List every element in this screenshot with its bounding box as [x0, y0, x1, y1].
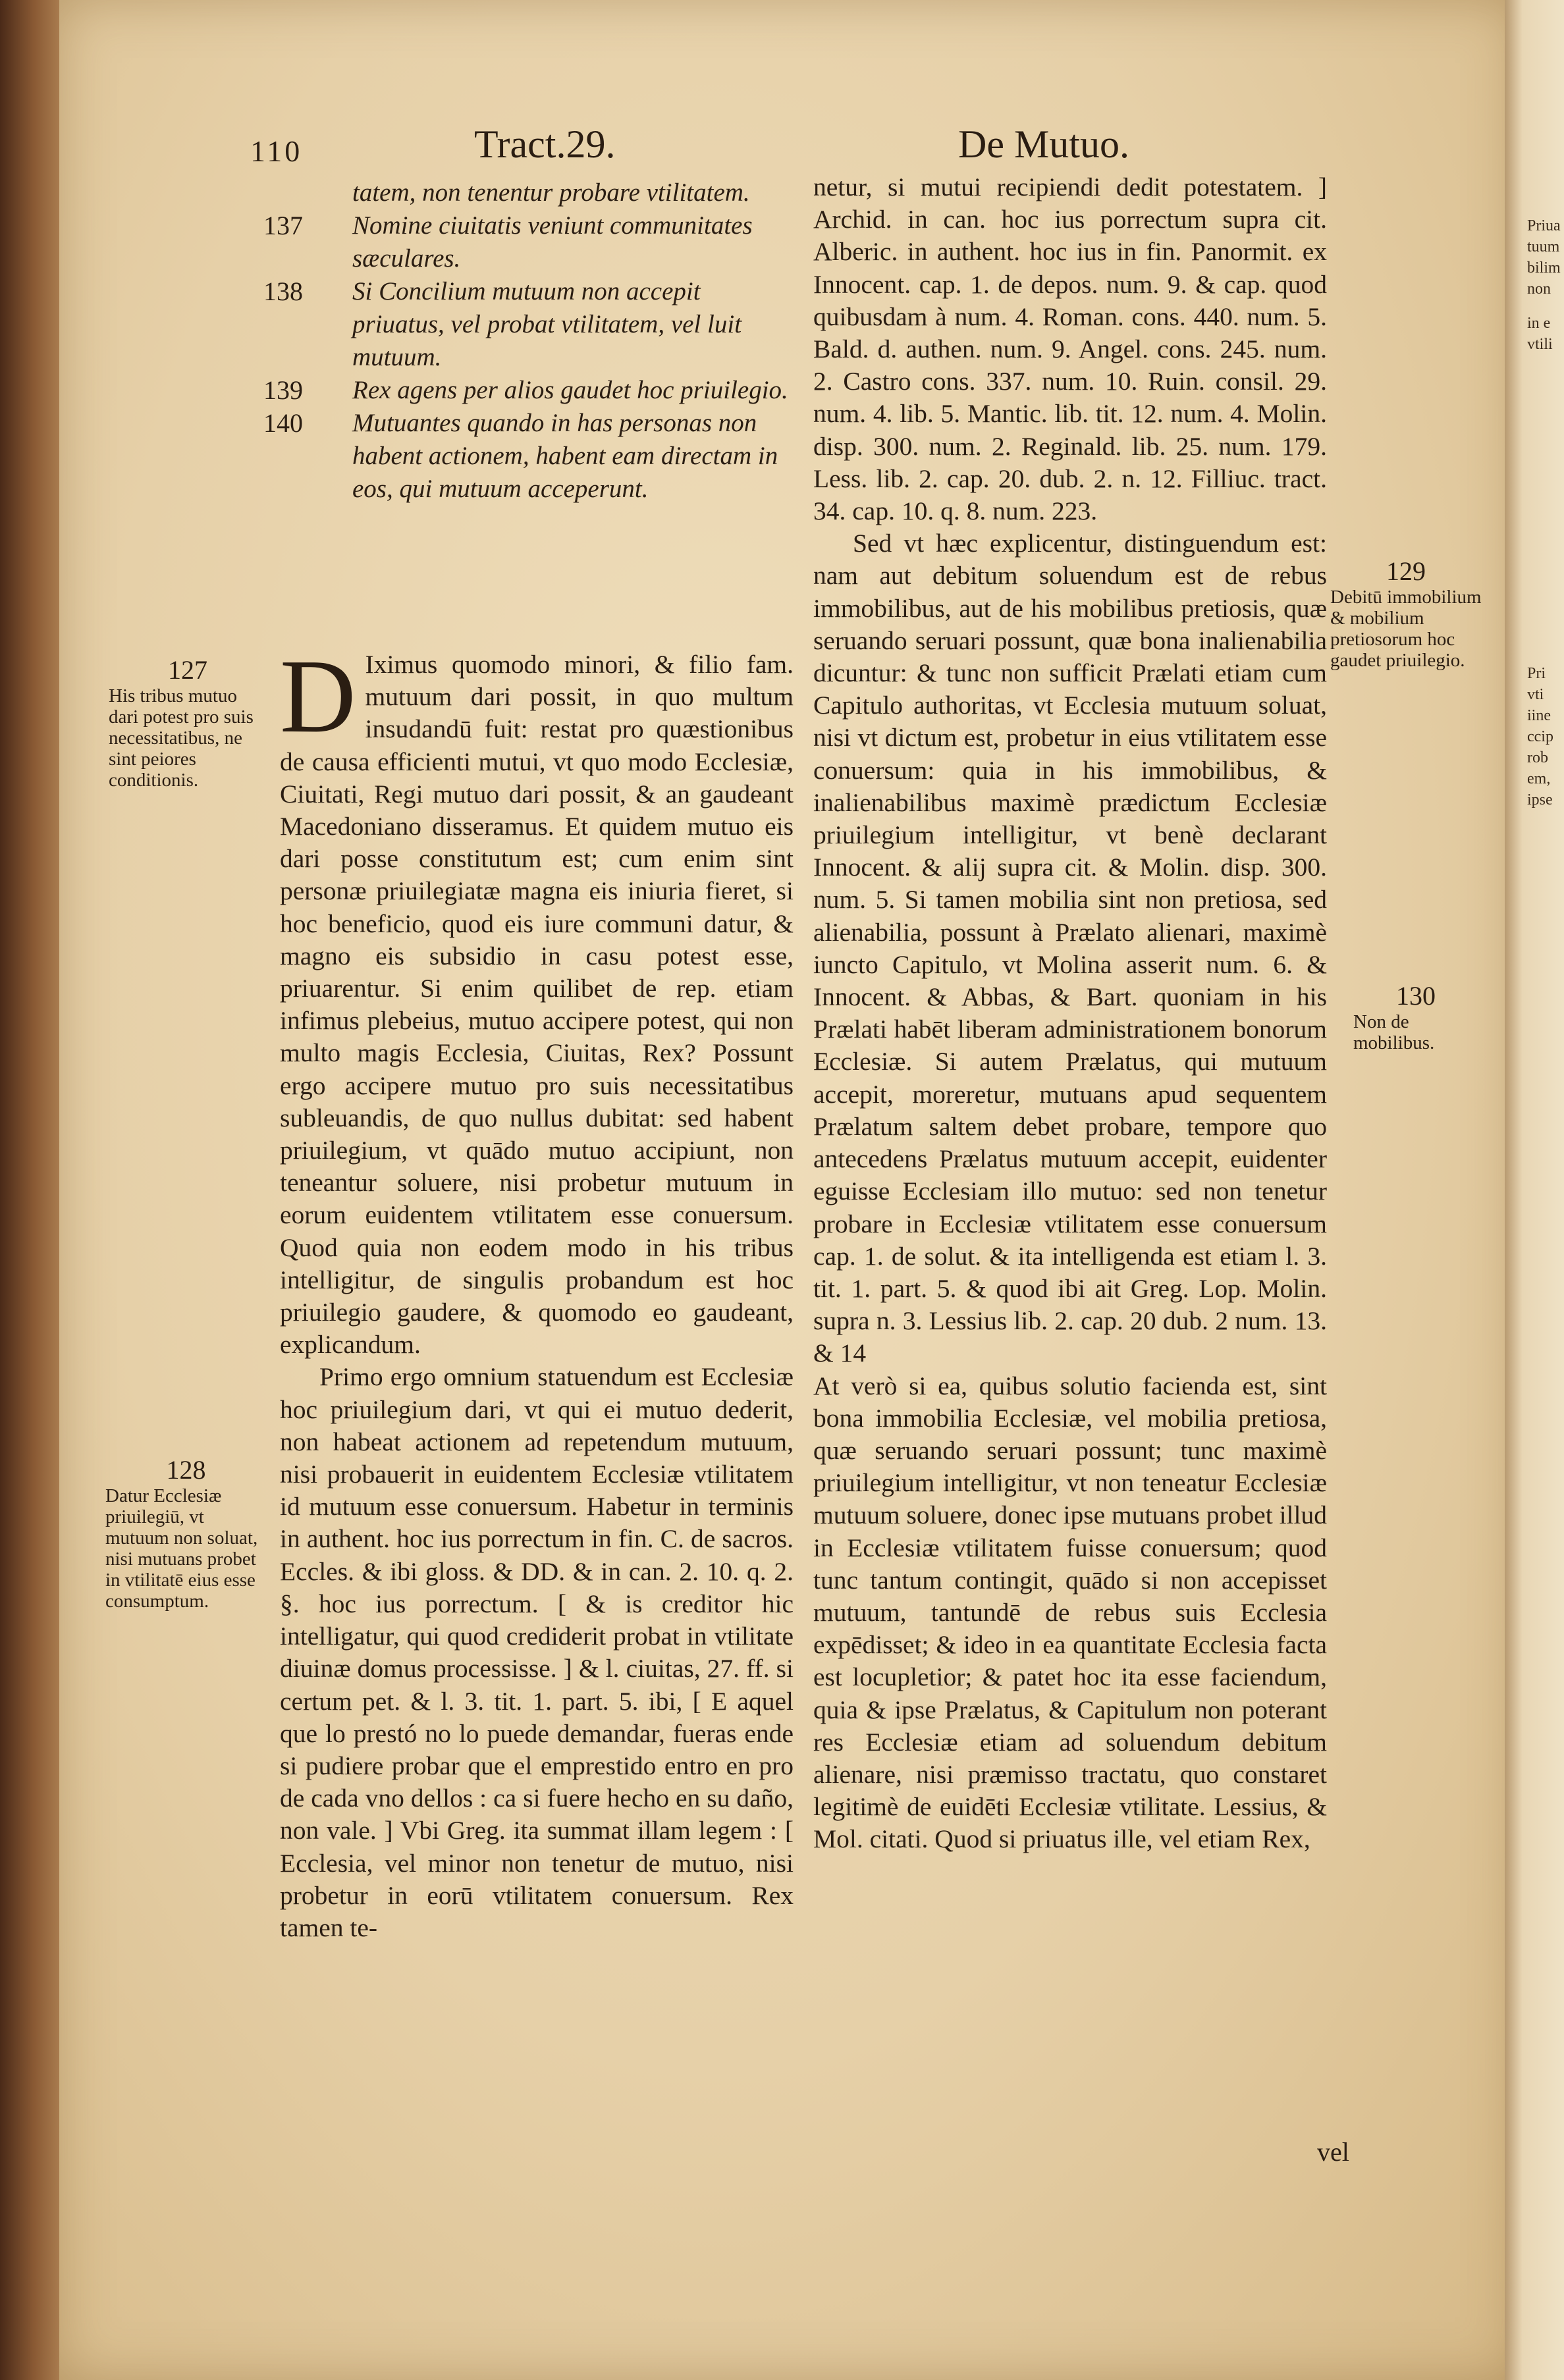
margin-note-number: 130 [1396, 981, 1436, 1011]
summary-item [263, 407, 790, 506]
summary-text: tatem, non tenentur probare vtilitatem. [352, 178, 750, 207]
margin-note-text: His tribus mutuo dari potest pro suis necessitatibus, ne sint peiores conditionis. [109, 685, 254, 791]
right-text-column [813, 171, 1327, 1856]
margin-note-number: 129 [1386, 556, 1426, 586]
summary-number: 140 [263, 408, 303, 438]
summary-item [263, 176, 790, 209]
adjacent-page-fragment: vti [1527, 686, 1544, 703]
body-paragraph [813, 527, 1327, 1369]
adjacent-page-fragment: em, [1527, 770, 1551, 787]
paragraph-text: Iximus quomodo minori, & filio fam. mutuum dari possit, in quo multum insudandū fuit: restat pro quæstionibus de causa efficienti mutui, vt quo modo Ecclesiæ, Ciuitati, Regi mutuo dari possit, & an gaudeant Macedoniano disseramus. Et quidem mutuo eis dari posse constitutum est; cum enim sint personæ priuilegiatæ magna eis iniuria fieret, si hoc beneficio, quod eis iure communi datur, & magno eis subsidio in casu potest esse, priuarentur. Si enim quilibet de rep. etiam infimus plebeius, mutuo accipere potest, qui non multo magis Ecclesia, Ciuitas, Rex? Possunt ergo accipere mutuo pro suis necessitatibus subleuandis, de quo nullus dubitat: sed habent priuilegium, vt quādo mutuo accipiunt, non teneantur soluere, nisi probetur mutuum in eorum euidentem vtilitatem esse conuersum. Quod quia non eodem modo in his tribus intelligitur, de singulis probandum est hoc priuilegio gaudere, & quomodo eo gaudeant, explicandum. [280, 650, 794, 1360]
summary-text: Mutuantes quando in has personas non habent actionem, habent eam directam in eos, qui mutuum acceperunt. [352, 409, 778, 503]
adjacent-page-fragment: bilim [1527, 259, 1561, 277]
margin-note-text: Debitū immobilium & mobilium pretiosorum hoc gaudet priuilegio. [1330, 587, 1482, 671]
adjacent-page-fragment: Priua [1527, 217, 1561, 234]
summary-number: 139 [263, 375, 303, 405]
adjacent-page-fragment: in e [1527, 315, 1551, 332]
adjacent-page-strip [1505, 0, 1564, 2380]
margin-note-text: Datur Ecclesiæ priuilegiū, vt mutuum non soluat, nisi mutuans probet in vtilitatē eius esse consumptum. [105, 1485, 258, 1612]
paragraph-text: Sed vt hæc explicentur, distinguendum est: nam aut debitum soluendum est de rebus immobilibus, aut de his mobilibus pretiosis, quæ seruando seruari possunt, quæ bona inalienabilia dicuntur: & tunc non sufficit Prælati etiam cum Capitulo authoritas, vt Ecclesia mutuum soluat, nisi vt dictum est, probetur in eius vtilitatem esse conuersum: quia in his immobilibus, & inalienabilibus maximè prædictum Ecclesiæ priuilegium intelligitur, vt benè declarant Innocent. & alij supra cit. & Molin. disp. 300. num. 5. Si tamen mobilia sint non pretiosa, sed alienabilia, possunt à Prælato alienari, maximè iuncto Capitulo, vt Molina asserit num. 6. & Innocent. & Abbas, & Bart. quoniam in his Prælati habēt liberam administrationem bonorum Ecclesiæ. Si autem Prælatus, qui mutuum accepit, moreretur, mutuans apud sequentem Prælatum saltem debet probare, tempore quo antecedens Prælatus mutuum accepit, euidenter eguisse Ecclesiam illo mutuo: sed non tenetur probare in Ecclesiæ vtilitatem esse conuersum cap. 1. de solut. & ita intelligenda est etiam l. 3. tit. 1. part. 5. & quod ibi ait Greg. Lop. Molin. supra n. 3. Lessius lib. 2. cap. 20 dub. 2 num. 13. & 14 [813, 529, 1327, 1368]
paragraph-text: Primo ergo omnium statuendum est Ecclesiæ hoc priuilegium dari, vt qui ei mutuo dederit, non habeat actionem ad repetendum mutuum, nisi probauerit in euidentem Ecclesiæ vtilitatem id mutuum esse conuersum. Habetur in terminis in authent. hoc ius porrectum in fin. C. de sacros. Eccles. & ibi gloss. & DD. & in can. 2. 10. q. 2. §. hoc ius porrectum. [ & is creditor hic intelligatur, qui quod crediderit probat in vtilitate diuinæ domus processisse. ] & l. ciuitas, 27. ff. si certum pet. & l. 3. tit. 1. part. 5. ibi, [ E aquel que lo prestó no lo puede demandar, fueras ende si pudiere probar que el emprestido entro en pro de cada vno dellos : ca si fuere hecho en su daño, non vale. ] Vbi Greg. ita summat illam legem : [ Ecclesia, vel minor non tenetur de mutuo, nisi probetur in eorū vtilitatem conuersum. Rex tamen te- [280, 1362, 794, 1942]
margin-note-number: 127 [168, 655, 207, 685]
paragraph-text: netur, si mutui recipiendi dedit potestatem. ] Archid. in can. hoc ius porrectum supra cit. Alberic. in authent. hoc ius in fin. Panormit. ex Innocent. cap. 1. de depos. num. 9. & cap. quod quibusdam à num. 4. Roman. cons. 440. num. 5. Bald. d. authen. num. 9. Angel. cons. 245. num. 2. Castro cons. 337. num. 10. Ruin. consil. 29. num. 4. lib. 5. Mantic. lib. tit. 12. num. 4. Molin. disp. 300. num. 2. Reginald. lib. 25. num. 179. Less. lib. 2. cap. 20. dub. 2. n. 12. Filliuc. tract. 34. cap. 10. q. 8. num. 223. [813, 172, 1327, 526]
paragraph-text: At verò si ea, quibus solutio facienda est, sint bona immobilia Ecclesiæ, vel mobilia pretiosa, quæ seruando seruari possunt; tunc maximè priuilegium intelligitur, vt non teneatur Ecclesiæ mutuum soluere, donec ipse mutuans probet illud in Ecclesiæ vtilitatem fuisse conuersum; quod tunc tantum contingit, quādo si non accepisset mutuum, tantundē de rebus suis Ecclesia expēdisset; & ideo in ea quantitate Ecclesia facta est locupletior; & patet hoc ita esse faciendum, quia & ipse Prælatus, & Capitulum non poterant res Ecclesiæ etiam ad soluendum debitum alienare, nisi præmisso tractatu, quo constaret legitimè de euidēti Ecclesiæ vtilitate. Lessius, & Mol. citati. Quod si priuatus ille, vel etiam Rex, [813, 1371, 1327, 1854]
margin-note [1353, 981, 1478, 1053]
adjacent-page-fragment: tuum [1527, 238, 1560, 255]
adjacent-page-fragment: ipse [1527, 791, 1553, 808]
summary-item [263, 275, 790, 374]
adjacent-page-fragment: vtili [1527, 336, 1553, 353]
margin-note-text: Non de mobilibus. [1353, 1011, 1435, 1053]
adjacent-page-fragment: non [1527, 280, 1551, 298]
catchword: vel [1317, 2137, 1349, 2167]
margin-note [109, 655, 267, 791]
body-paragraph [280, 637, 794, 1361]
adjacent-page-fragment: iine [1527, 707, 1551, 724]
summary-text: Rex agens per alios gaudet hoc priuilegio. [352, 376, 788, 404]
margin-note [105, 1455, 267, 1612]
margin-note [1330, 556, 1482, 671]
margin-note-number: 128 [166, 1455, 206, 1485]
body-paragraph [813, 1370, 1327, 1856]
summary-number: 138 [263, 277, 303, 306]
adjacent-page-fragment: Pri [1527, 665, 1546, 682]
adjacent-page-fragment: ccip [1527, 728, 1553, 745]
body-paragraph [813, 171, 1327, 527]
summary-item [263, 209, 790, 275]
left-text-column [280, 637, 794, 1944]
summary-number: 137 [263, 211, 303, 240]
summary-item [263, 374, 790, 407]
adjacent-page-fragment: rob [1527, 749, 1548, 766]
drop-cap: D [280, 637, 356, 754]
running-title-tract: Tract.29. [474, 122, 616, 166]
running-title-subject: De Mutuo. [958, 122, 1129, 166]
summary-text: Nomine ciuitatis veniunt communitates sæculares. [352, 211, 753, 273]
running-header [250, 122, 1172, 174]
folio-number: 110 [250, 134, 303, 168]
body-paragraph [280, 1361, 794, 1944]
section-summary [263, 176, 790, 506]
summary-text: Si Concilium mutuum non accepit priuatus, vel probat vtilitatem, vel luit mutuum. [352, 277, 742, 371]
